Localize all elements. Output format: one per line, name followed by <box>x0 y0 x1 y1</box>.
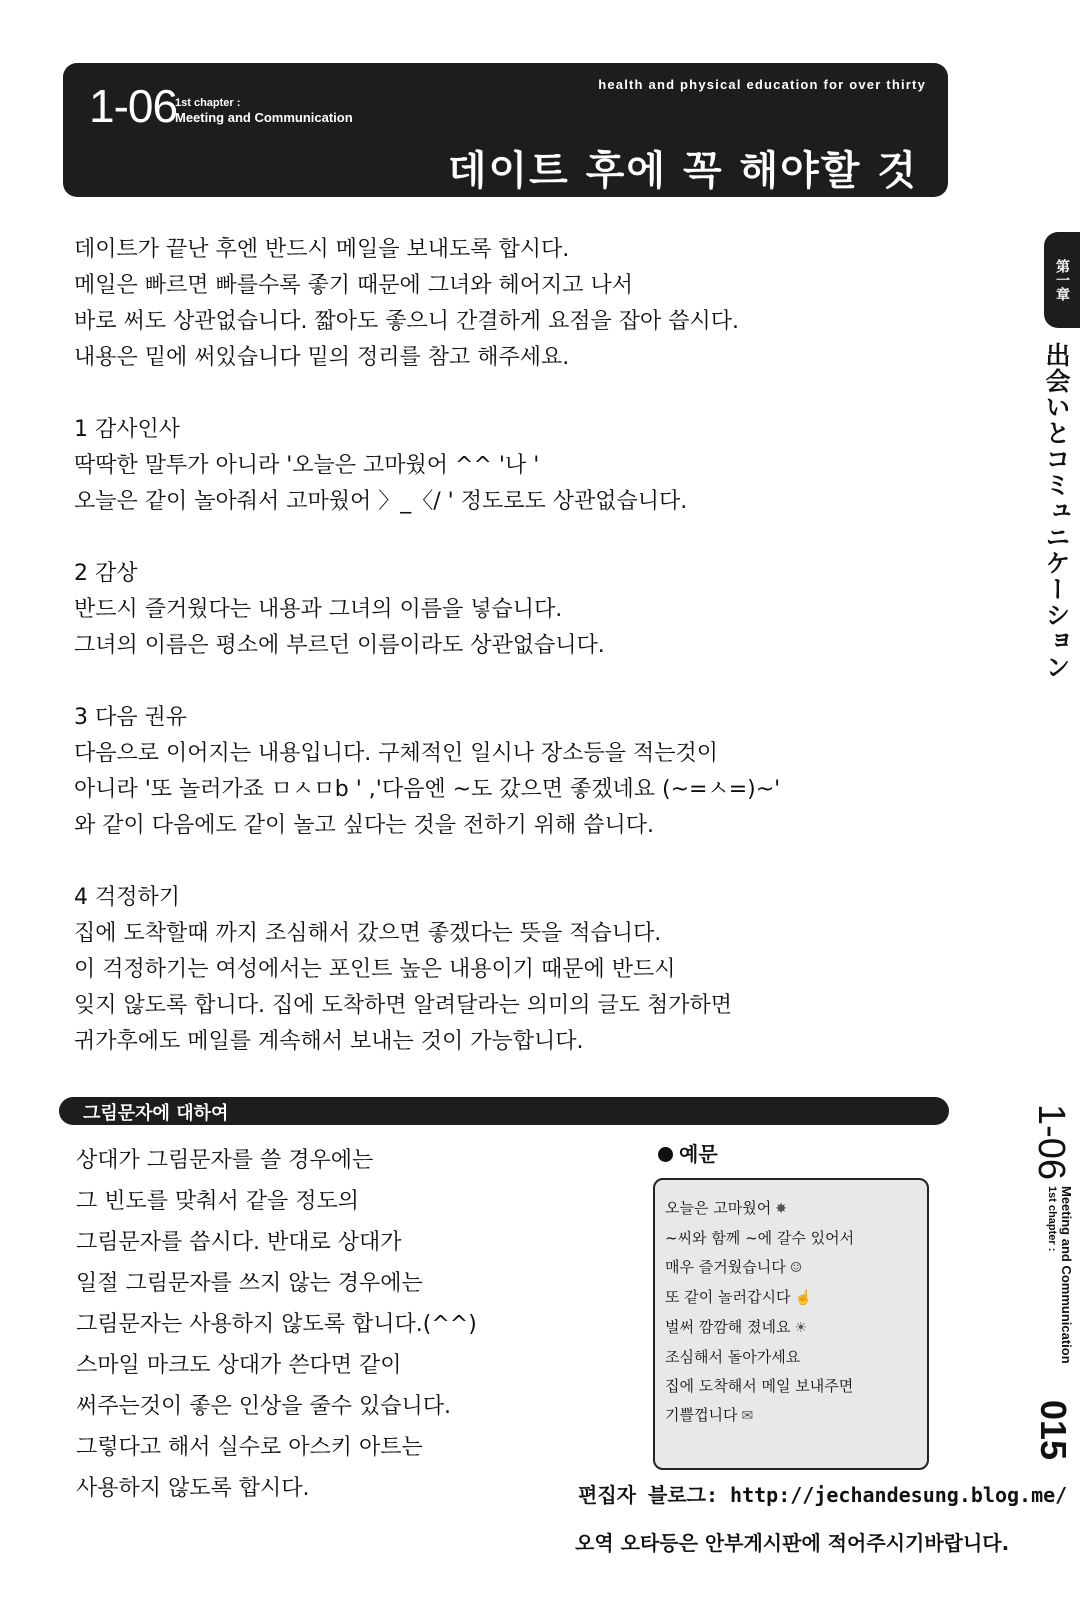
intro-text <box>74 232 954 1096</box>
bulb-emoji-icon: ☀ <box>794 1320 808 1336</box>
thumbs-up-emoji-icon: ☝ <box>794 1290 812 1306</box>
paragraph: 2 감상 반드시 즐거웠다는 내용과 그녀의 이름을 넣습니다. 그녀의 이름은 평소에 부르던 이름이라도 상관없습니다. <box>74 561 605 658</box>
smile-emoji-icon: ☺ <box>789 1260 803 1276</box>
example-line <box>665 1372 854 1401</box>
example-line-text: 기쁠껍니다 <box>665 1406 738 1424</box>
example-line-text: 집에 도착해서 메일 보내주면 <box>665 1377 854 1395</box>
side-chapter-name: Meeting and Communication <box>1059 1186 1074 1364</box>
book-subtitle: health and physical education for over thirty <box>598 77 926 92</box>
side-chapter-label: 1st chapter : <box>1046 1186 1058 1252</box>
example-heading-label: 예문 <box>679 1142 718 1166</box>
side-chapter-tab: 第一章 <box>1044 232 1080 328</box>
text-line: 사용하지 않도록 합시다. <box>76 1476 310 1501</box>
example-line-text: 벌써 깜깜해 졌네요 <box>665 1318 791 1336</box>
paragraph: 4 걱정하기 집에 도착할때 까지 조심해서 갔으면 좋겠다는 뜻을 적습니다. 이 걱정하기는 여성에서는 포인트 높은 내용이기 때문에 반드시 잊지 않도록 합니다. 집에 도착하면 알려달라는 의미의 글도 첨가하면 귀가후에도 메일를 계속해서 보내는 것이 가능합니다. <box>74 885 732 1054</box>
example-line-text: 매우 즐거웠습니다 <box>665 1258 786 1276</box>
text-line: 그렇다고 해서 실수로 아스키 아트는 <box>76 1435 423 1460</box>
side-japanese-title: 出会いとコミュニケーション <box>1042 342 1071 680</box>
example-line-text: 조심해서 돌아가세요 <box>665 1348 801 1366</box>
example-heading <box>658 1138 718 1167</box>
emoji-section-heading: 그림문자에 대하여 <box>83 1103 229 1124</box>
page-number: 015 <box>1033 1400 1074 1461</box>
example-message-box <box>653 1178 929 1470</box>
text-line: 상대가 그림문자를 쓸 경우에는 <box>76 1148 374 1173</box>
example-line-text: 또 같이 놀러갑시다 <box>665 1288 791 1306</box>
side-section-number: 1-06 <box>1030 1104 1072 1181</box>
example-line-text: 오늘은 고마웠어 <box>665 1199 772 1217</box>
example-line <box>665 1343 854 1372</box>
translator-note: 오역 오타등은 안부게시판에 적어주시기바랍니다. <box>575 1531 1010 1555</box>
example-lines <box>665 1194 854 1431</box>
text-line: 그림문자를 씁시다. 반대로 상대가 <box>76 1230 402 1255</box>
page-title: 데이트 후에 꼭 해야할 것 <box>447 148 918 194</box>
example-line <box>665 1283 854 1313</box>
example-line <box>665 1253 854 1283</box>
paragraph: 1 감사인사 딱딱한 말투가 아니라 '오늘은 고마웠어 ^^ '나 ' 오늘은 같이 놀아줘서 고마웠어 〉_〈/ ' 정도로도 상관없습니다. <box>74 417 688 514</box>
editor-blog-link[interactable]: 편집자 블로그: http://jechandesung.blog.me/ <box>578 1483 1068 1507</box>
text-line: 그림문자는 사용하지 않도록 합니다.(^^) <box>76 1312 477 1337</box>
example-line <box>665 1313 854 1343</box>
example-line-text: ~씨와 함께 ~에 갈수 있어서 <box>665 1229 855 1247</box>
text-line: 그 빈도를 맞춰서 같을 정도의 <box>76 1189 359 1214</box>
text-line: 스마일 마크도 상대가 쓴다면 같이 <box>76 1353 402 1378</box>
chapter-name: Meeting and Communication <box>175 110 353 125</box>
emoji-section-text <box>76 1140 596 1509</box>
chapter-label: 1st chapter : <box>175 97 241 109</box>
chapter-header <box>63 63 948 197</box>
sparkle-emoji-icon: ✸ <box>775 1201 787 1217</box>
envelope-emoji-icon: ✉ <box>741 1408 754 1424</box>
emoji-section-bar <box>59 1097 949 1125</box>
section-number: 1-06 <box>89 80 178 132</box>
paragraph: 3 다음 권유 다음으로 이어지는 내용입니다. 구체적인 일시나 장소등을 적는것이 아니라 '또 놀러가죠 ㅁㅅㅁb ' ,'다음엔 ~도 갔으면 좋겠네요 (~=ㅅ=)~' 와 같이 다음에도 같이 놀고 싶다는 것을 전하기 위해 씁니다. <box>74 705 781 838</box>
example-line <box>665 1224 854 1253</box>
text-line: 써주는것이 좋은 인상을 줄수 있습니다. <box>76 1394 451 1419</box>
paragraph: 데이트가 끝난 후엔 반드시 메일을 보내도록 합시다. 메일은 빠르면 빠를수록 좋기 때문에 그녀와 헤어지고 나서 바로 써도 상관없습니다. 짧아도 좋으니 간결하게 요점을 잡아 씁시다. 내용은 밑에 써있습니다 밑의 정리를 참고 해주세요. <box>74 237 739 370</box>
example-line <box>665 1401 854 1431</box>
bullet-icon <box>658 1147 673 1162</box>
example-line <box>665 1194 854 1224</box>
text-line: 일절 그림문자를 쓰지 않는 경우에는 <box>76 1271 423 1296</box>
